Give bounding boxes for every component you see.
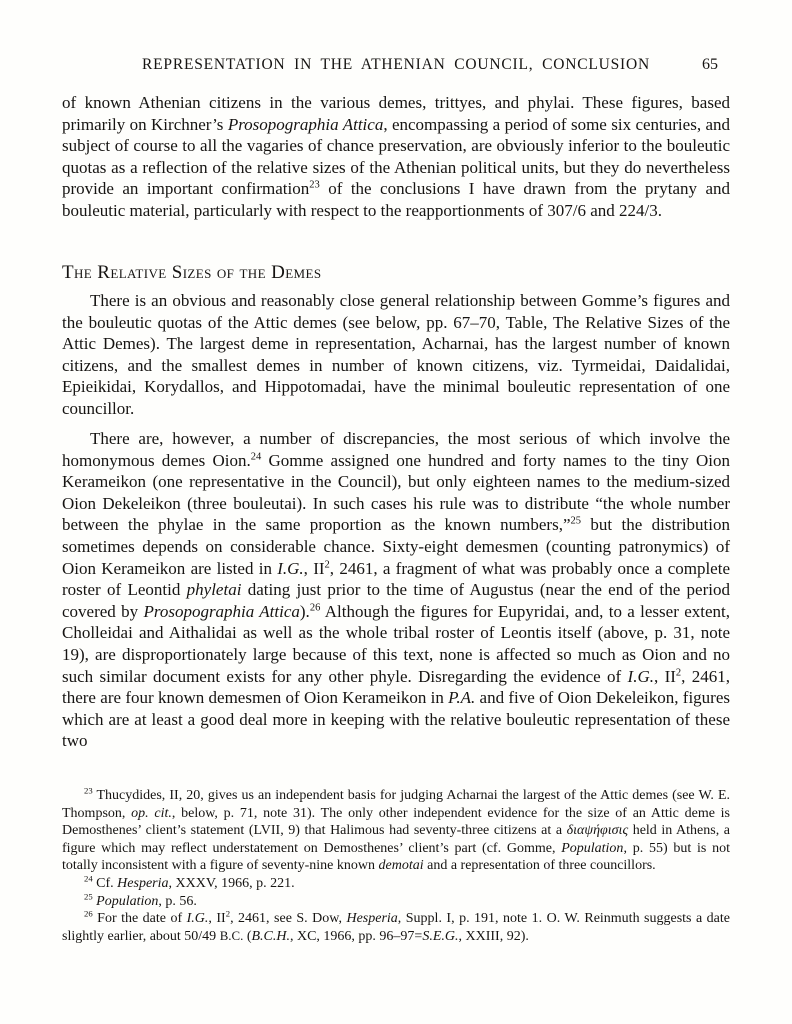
footnote-23: $^{23}$ Thucydides, II, 20, gives us an independent basis for judging Acharnai the largest of the Attic demes (see W. E. Thompson, op. cit., below, p. 71, note 31). The only other independent evidence for the size of an Attic deme is Demosthenes’ client’s statement (LVII, 9) that Halimous had seventy-three citizens at a διαψήφισις held in Athens, a figure which may reflect understatement on Demosthenes’ client’s part (cf. Gomme, Population, p. 55) but is not totally inconsistent with a figure of seventy-nine known demotai and a representation of three councillors. (62, 785, 730, 874)
footnotes-section (62, 787, 730, 945)
paragraph-continuation: of known Athenian citizens in the various demes, trittyes, and phylai. These figures, based primarily on Kirchner’s Prosopographia Attica, encompassing a period of some six centuries, and subject of course to all the vagaries of chance preservation, are obviously inferior to the bouleutic quotas as a reflection of the relative sizes of the Athenian political units, but they do nevertheless provide an important confirmation$^{23}$ of the conclusions I have drawn from the prytany and bouleutic material, particularly with respect to the reapportionments of 307/6 and 224/3. (62, 93, 730, 220)
section-heading: The Relative Sizes of the Demes (62, 262, 322, 283)
running-header-title: REPRESENTATION IN THE ATHENIAN COUNCIL, CONCLUSION (142, 56, 650, 73)
paragraph-discrepancies: There are, however, a number of discrepancies, the most serious of which involve the homonymous demes Oion.$^{24}$ Gomme assigned one hundred and forty names to the tiny Oion Kerameikon (one representative in the Council), but only eighteen names to the medium-sized Oion Dekeleikon (three bouleutai). In such cases his rule was to distribute “the whole number between the phylae in the same proportion as the known numbers,”$^{25}$ but the distribution sometimes depends on considerable chance. Sixty-eight demesmen (counting patronymics) of Oion Kerameikon are listed in I.G., $II^2$, 2461, a fragment of what was probably once a complete roster of Leontid phyletai dating just prior to the time of Augustus (near the end of the period covered by Prosopographia Attica).$^{26}$ Although the figures for Eupyridai, and, to a lesser extent, Cholleidai and Aithalidai as well as the whole tribal roster of Leontis itself (above, p. 31, note 19), are disproportionately large because of this text, none is affected so much as Oion and no such similar document exists for any other phyle. Disregarding the evidence of I.G., $II^2$, 2461, there are four known demesmen of Oion Kerameikon in P.A. and five of Oion Dekeleikon, figures which are at least a good deal more in keeping with the relative bouleutic representation of these two (62, 429, 731, 751)
paragraph-relative-sizes: There is an obvious and reasonably close general relationship between Gomme’s figures and the bouleutic quotas of the Attic demes (see below, pp. 67–70, Table, The Relative Sizes of the Attic Demes). The largest deme in representation, Acharnai, has the largest number of known citizens, and the smallest demes in number of known citizens, viz. Tyrmeidai, Daidalidai, Epieikidai, Korydallos, and Hippotomadai, have the minimal bouleutic representation of one councillor. (62, 291, 730, 418)
running-header (62, 56, 730, 78)
footnote-25: $^{25}$ Population, p. 56. (84, 890, 197, 909)
footnote-24: $^{24}$ Cf. Hesperia, XXXV, 1966, p. 221. (84, 873, 295, 891)
page-number: 65 (702, 56, 718, 73)
footnote-26: $^{26}$ For the date of I.G., $II^2$, 2461, see S. Dow, Hesperia, Suppl. I, p. 191, note 1. O. W. Reinmuth suggests a date slightly earlier, about 50/49 B.C. (B.C.H., XC, 1966, pp. 96–97=S.E.G., XXIII, 92). (62, 908, 730, 944)
